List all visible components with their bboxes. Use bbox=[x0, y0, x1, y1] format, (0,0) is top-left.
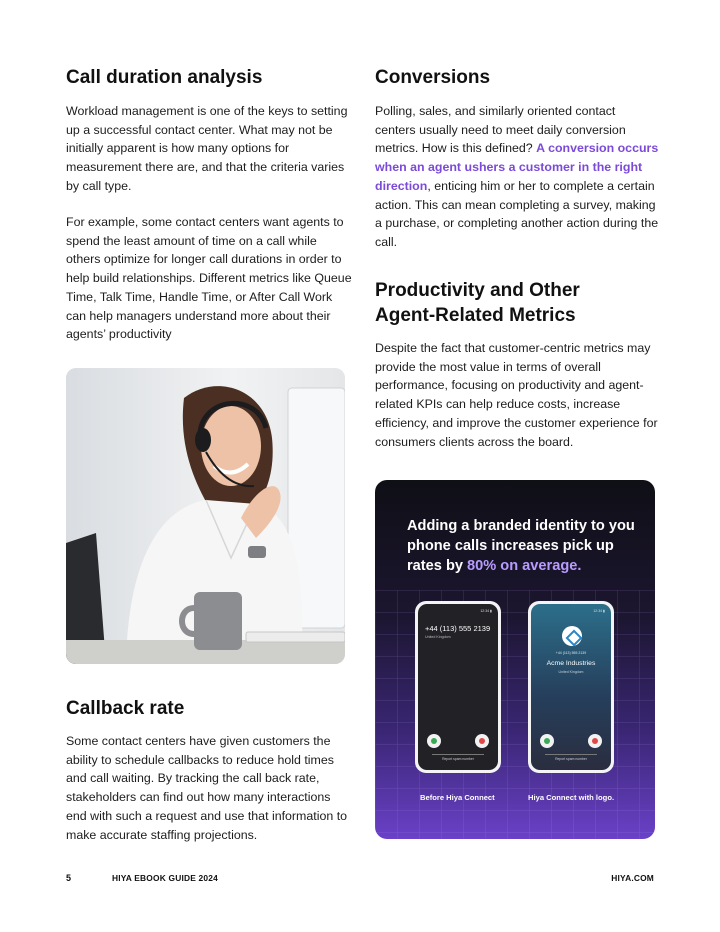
caption-before-hiya: Before Hiya Connect bbox=[420, 793, 495, 802]
productivity-heading bbox=[375, 278, 660, 328]
status-bar: 12:34 ▮ bbox=[593, 609, 605, 613]
caller-location: United Kingdom bbox=[425, 635, 451, 639]
agent-headset-photo bbox=[66, 368, 345, 664]
phone-with-hiya-screen bbox=[531, 604, 611, 770]
conversions-paragraph bbox=[375, 102, 659, 252]
promo-headline bbox=[407, 516, 637, 576]
call-duration-paragraph-1: Workload management is one of the keys to setting up a successful contact center. What may not be initially apparent is how many options for measurement there are, and that the criteria varies by call type. bbox=[66, 104, 348, 193]
caller-number: +44 (113) 555 2139 bbox=[425, 624, 491, 633]
company-logo-icon bbox=[562, 626, 582, 646]
footer-website: HIYA.COM bbox=[611, 873, 654, 883]
callback-rate-heading: Callback rate bbox=[66, 698, 185, 719]
caller-location: United Kingdom bbox=[558, 670, 584, 674]
report-spam-text: Report spam number bbox=[531, 757, 611, 761]
caller-company-name: Acme Industries bbox=[546, 660, 596, 667]
report-spam-text: Report spam number bbox=[418, 757, 498, 761]
promo-headline-text: Adding a branded identity to you phone calls increases pick up rates by bbox=[407, 518, 635, 574]
decline-call-icon bbox=[475, 734, 489, 748]
productivity-paragraph: Despite the fact that customer-centric metrics may provide the most value in terms of overall performance, focusing on productivity and agent-related KPIs can help reduce costs, increase efficiency, and improve the customer experience for consumers clients across the board. bbox=[375, 341, 658, 449]
agent-illustration bbox=[66, 368, 345, 664]
conversions-text-after: , enticing him or her to complete a certain action. This can mean completing a survey, making a purchase, or completing another action during the call. bbox=[375, 178, 659, 249]
phone-with-hiya bbox=[528, 601, 614, 773]
phone-before-screen bbox=[418, 604, 498, 770]
conversions-heading: Conversions bbox=[375, 67, 491, 88]
accept-call-icon bbox=[427, 734, 441, 748]
caption-hiya-with-logo: Hiya Connect with logo. bbox=[528, 793, 615, 802]
productivity-heading-line-1: Productivity and Other bbox=[375, 280, 580, 301]
branded-calls-promo-card bbox=[375, 480, 655, 839]
accept-call-icon bbox=[540, 734, 554, 748]
decline-call-icon bbox=[588, 734, 602, 748]
footer-guide-title: HIYA EBOOK GUIDE 2024 bbox=[112, 873, 218, 883]
caller-number: +44 (113) 555 2139 bbox=[555, 651, 587, 655]
phone-before-hiya bbox=[415, 601, 501, 773]
call-duration-paragraph-2: For example, some contact centers want agents to spend the least amount of time on a call while others optimize for longer call durations in order to help build relationships. Different metrics like Queue Time, Talk Time, Handle Time, or After Call Work can help managers understand more about their agents’ productivity bbox=[66, 215, 352, 342]
status-bar: 12:34 ▮ bbox=[480, 609, 492, 613]
call-duration-heading: Call duration analysis bbox=[66, 67, 263, 88]
productivity-heading-line-2: Agent-Related Metrics bbox=[375, 305, 576, 326]
conversions-text-before: Polling, sales, and similarly oriented contact centers usually need to meet daily conversion metrics. How is this defined? bbox=[375, 104, 626, 156]
callback-rate-paragraph: Some contact centers have given customers the ability to schedule callbacks to reduce hold times and call waiting. By tracking the call back rate, stakeholders can find out how many interactions end with such a request and use that information to make accurate staffing projections. bbox=[66, 734, 348, 842]
conversion-definition-highlight: A conversion occurs when an agent ushers a customer in the right direction bbox=[375, 141, 659, 193]
promo-headline-highlight: 80% on average. bbox=[467, 558, 582, 574]
page-number: 5 bbox=[66, 873, 72, 883]
